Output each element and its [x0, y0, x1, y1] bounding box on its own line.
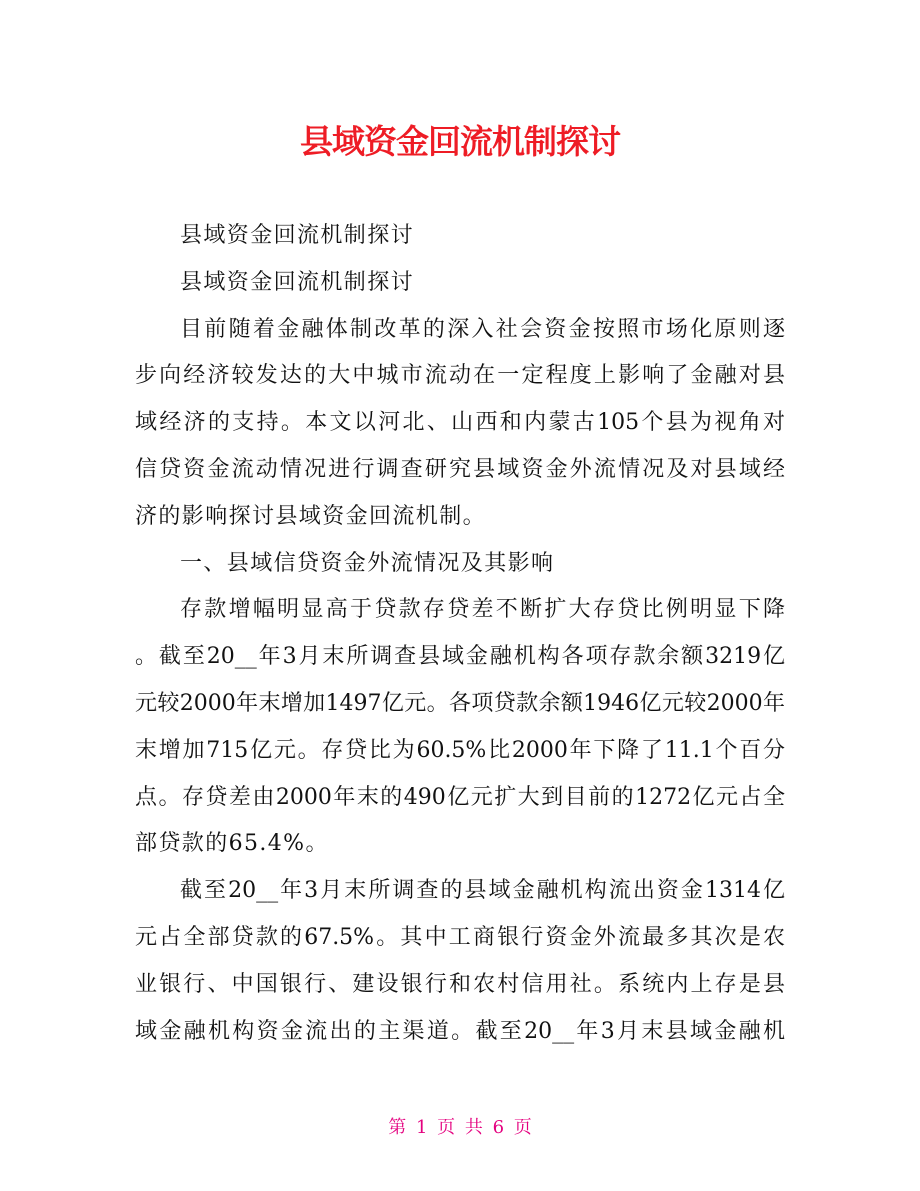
text-line: 存款增幅明显高于贷款存贷差不断扩大存贷比例明显下降: [180, 597, 785, 623]
text-line: 目前随着金融体制改革的深入社会资金按照市场化原则逐: [180, 316, 785, 342]
page-number-footer: 第 1 页 共 6 页: [388, 1117, 532, 1138]
text-line: 元占全部贷款的67.5%。其中工商银行资金外流最多其次是农: [135, 924, 785, 950]
text-line: 。截至20__年3月末所调查县域金融机构各项存款余额3219亿: [135, 644, 785, 670]
text-line: 末增加715亿元。存贷比为60.5%比2000年下降了11.1个百分: [135, 737, 785, 763]
text-line: 部贷款的65.4%。: [135, 831, 329, 857]
document-title: 县域资金回流机制探讨: [300, 122, 620, 161]
text-line: 业银行、中国银行、建设银行和农村信用社。系统内上存是县: [135, 971, 785, 997]
text-line: 县域资金回流机制探讨: [180, 269, 415, 295]
text-line: 县域资金回流机制探讨: [180, 223, 415, 248]
text-line: 济的影响探讨县域资金回流机制。: [135, 503, 487, 529]
text-line: 截至20__年3月末所调查的县域金融机构流出资金1314亿: [180, 878, 785, 904]
text-line: 一、县域信贷资金外流情况及其影响: [180, 550, 555, 576]
document-body: [135, 213, 785, 1055]
text-line: 域金融机构资金流出的主渠道。截至20__年3月末县域金融机: [135, 1018, 785, 1044]
text-line: 步向经济较发达的大中城市流动在一定程度上影响了金融对县: [135, 363, 785, 389]
text-line: 元较2000年末增加1497亿元。各项贷款余额1946亿元较2000年: [135, 690, 785, 716]
text-line: 点。存贷差由2000年末的490亿元扩大到目前的1272亿元占全: [135, 784, 785, 810]
text-line: 信贷资金流动情况进行调查研究县域资金外流情况及对县域经: [135, 456, 785, 482]
text-line: 域经济的支持。本文以河北、山西和内蒙古105个县为视角对: [135, 410, 785, 436]
